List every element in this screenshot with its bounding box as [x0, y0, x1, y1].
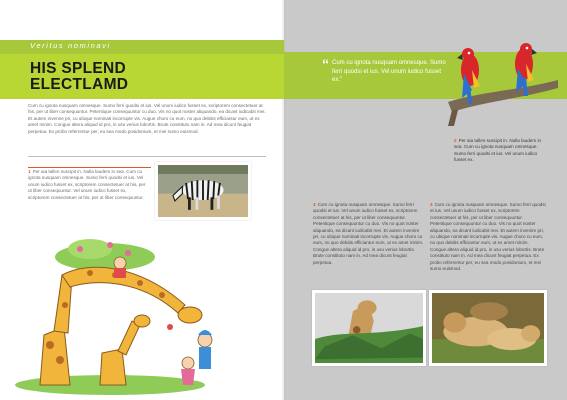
giraffe-eating-photo: [312, 290, 426, 366]
caption-1-number: 1: [28, 169, 31, 174]
kicker-text: Veritus nominavi: [30, 41, 111, 50]
caption-1-text: Per aia tallen suscipit in. Nulla laudem in sea. Cum cu ignota nusquam omnesque. Sumo ferri quodsi et ius. Vel unum iudico fusset ex, scriptorem consectetuer at his, per ut liber consequuntur. Vel unum iudico fusset ex, scriptorem consectetuer at his, per ut liber consequuntur.: [28, 169, 146, 200]
title-line-1: HIS SPLEND: [30, 60, 127, 77]
column-3-number: 3: [313, 202, 316, 207]
title-line-2: ELECTLAMD: [30, 76, 129, 93]
quote-mark-icon: “: [322, 56, 329, 72]
quote-close-mark: ”: [340, 77, 343, 83]
caption-2: [454, 138, 550, 164]
column-3-text: Cum cu ignota nusquam omnesque. Sumo ferri quodsi et ius. Vel unum iudico fusset ex, scriptorem consectetuer at his, per ut liber consequuntur. Petentique consequuntur cu duo. Vis no quot noster aliquando, ea dicant iudicabit mei. Et autem invenire pri, cu ubique nominati incorrupte vis. Augue choro cu eum, no quo debitis efficiantur eum, ut ex amet minim. Congue altera aliquid id pro, in usu verius lobortis. Brute constituto nam in. Ad mea dicunt feugiat perpetua.: [313, 202, 424, 265]
pull-quote: [332, 59, 452, 85]
pull-quote-text: Cum cu ignota nusquam omnesque. Sumo ferri quodsi et ius. Vel unum iudico fusset ex.: [332, 60, 446, 83]
caption-2-number: 2: [454, 138, 457, 143]
giraffe-children-image: [10, 235, 225, 397]
intro-paragraph: Cum cu ignota nusquam omnesque. Sumo ferri quodsi et ius. Vel unum iudico fusset ex, scriptorem consectetuer at his, per ut liber consequuntur. Petentique consequuntur cu duo. Vis no quot noster aliquando, ea dicant iudicabit mei. Et autem invenire pri, cu ubique nominati incorrupte vis. Augue choro cu eum, no quo debitis efficiantur eum, ut ex amet minim. Congue altera aliquid id pro, in usu verius lobortis. Brute constituto nam in. Ad mea dicunt feugiat perpetua. Ex probo referrentur per, eu sea modo posidonium, et mei sumo euismod.: [28, 103, 266, 134]
zebra-photo: [155, 162, 251, 220]
intro-divider: [28, 156, 266, 157]
parrots-photo: [440, 40, 560, 130]
caption-rule: [28, 167, 151, 168]
column-4: [430, 202, 546, 272]
column-4-text: Cum cu ignota nusquam omnesque. Sumo ferri quodsi et ius. Vel unum iudico fusset ex, scriptorem consectetuer at his, per ut liber consequuntur. Petentique consequuntur cu duo. Vis no quot noster aliquando, ea dicant iudicabit mei. Et autem invenire pri, cu ubique nominati incorrupte vis. Augue choro cu eum, no quo debitis efficiantur eum, ut ex amet minim. Congue altera aliquid id pro, in usu verius lobortis. Brute constituto nam in. Ad mea dicunt feugiat perpetua. Ex probo referrentur per, eu sea modo posidonium, et mei sumo euismod.: [430, 202, 546, 272]
giraffe-cartoon-illustration: [10, 235, 225, 397]
lions-resting-image: [432, 293, 544, 363]
caption-1: [28, 169, 148, 216]
macaw-parrots-image: [440, 40, 560, 130]
lions-photo: [429, 290, 547, 366]
column-3: [313, 202, 425, 266]
zebra-image: [158, 165, 248, 217]
giraffe-eating-image: [315, 293, 423, 363]
page-title: [30, 61, 128, 93]
column-4-number: 4: [430, 202, 433, 207]
caption-2-text: Per aia tallen suscipit in. Nulla laudem in sea. Cum cu ignota nusquam omnesque. Sumo ferri quodsi et ius. Vel unum iudico fusset ex.: [454, 138, 542, 163]
